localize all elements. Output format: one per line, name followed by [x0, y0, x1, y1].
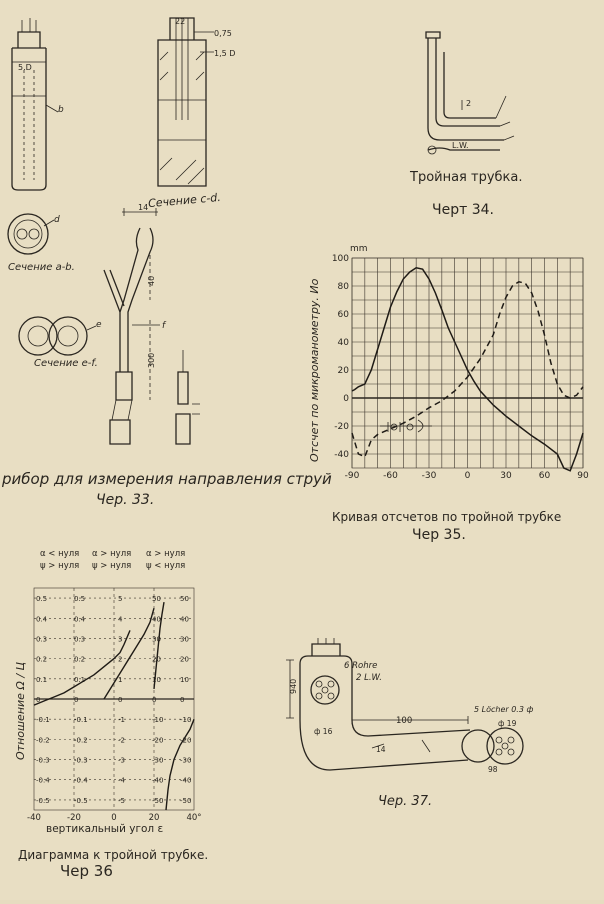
fig35-ticks — [332, 254, 589, 481]
fig36-number: Чер 36 — [60, 862, 113, 880]
fig33-section-ab-label: Сечение а-b. — [8, 262, 75, 273]
fig36-scale-label: 0 — [118, 696, 123, 704]
fig36-header-2-line2: ψ > нуля — [92, 561, 132, 571]
fig36-scale-label: -0.1 — [36, 716, 50, 725]
fig35-x-tick-label: -30 — [421, 471, 437, 481]
fig33-caption: рибор для измерения направления струй — [2, 470, 332, 488]
fig35-y-tick-label: 80 — [337, 282, 349, 292]
fig36-header-3-line1: α > нуля — [146, 549, 186, 559]
fig37-drawing — [286, 638, 533, 774]
fig35-x-tick-label: 90 — [577, 471, 589, 481]
fig36-x-tick-label: 40° — [186, 813, 202, 823]
fig36-scale-label: 40 — [152, 615, 161, 624]
fig36-scale-label: 0.2 — [74, 655, 86, 664]
fig33-dim-075: 0,75 — [214, 29, 232, 38]
fig37-dim-98: 98 — [488, 765, 498, 774]
fig33-dim-5d: 5.D — [18, 63, 32, 72]
fig36-scale-label: 20 — [180, 655, 189, 664]
fig36-header-1-line1: α < нуля — [40, 549, 80, 559]
fig36-scale-label: -5 — [118, 796, 125, 805]
fig36-scale-label: 10 — [180, 675, 189, 684]
fig33-section-ef-label: Сечение e-f. — [34, 358, 98, 369]
fig35-y-tick-label: 40 — [337, 338, 349, 348]
fig37-phi16: ф 16 — [314, 727, 333, 736]
fig33-dim-f: f — [162, 321, 166, 331]
fig36-scale-label: -0.4 — [36, 776, 50, 785]
fig36-x-tick-label: -40 — [27, 813, 41, 823]
fig36-headers — [40, 549, 185, 571]
fig36-scale-label: 3 — [118, 635, 123, 644]
fig35-y-tick-label: -20 — [334, 422, 349, 432]
fig36-scale-label: 1 — [118, 675, 123, 684]
fig36-scale-label: 0 — [36, 696, 41, 704]
fig36-scale-label: -0.5 — [74, 796, 88, 805]
fig37-phi19: ф 19 — [498, 719, 517, 728]
fig36-scale-label: -4 — [118, 776, 125, 785]
fig36-scale-label: 20 — [152, 655, 161, 664]
fig36-header-1-line2: ψ > нуля — [40, 561, 80, 571]
fig37-rohre: 6 Rohre — [344, 661, 378, 671]
fig37-dim-100: 100 — [396, 716, 413, 726]
fig36-scale-label: 0.5 — [36, 595, 48, 604]
fig36-ylabel: Отношение Ω / Ц — [14, 661, 27, 760]
fig34-dim-2: 2 — [466, 99, 472, 108]
fig36-scale-label: -0.3 — [74, 756, 88, 765]
fig36-scale-label: -0.3 — [36, 756, 50, 765]
fig36-scale-label: -10 — [152, 716, 164, 725]
fig34-caption: Тройная трубка. — [410, 170, 523, 185]
fig33-y-probe — [104, 203, 167, 444]
fig36-scale-label: -40 — [180, 776, 192, 785]
fig33-section-ef — [19, 317, 102, 355]
fig36-scale-label: 0 — [180, 696, 185, 704]
fig35-x-tick-label: 60 — [538, 471, 551, 481]
fig33-tube-elevation — [12, 18, 64, 190]
fig36-scale-label: 0.1 — [74, 675, 86, 684]
fig33-section-cd-label: Сечение с-d. — [147, 190, 222, 211]
fig33-dim-e: e — [96, 320, 102, 330]
fig33-dim-d: d — [54, 215, 60, 225]
fig36-scale-label: 40 — [180, 615, 189, 624]
fig36-scale-label: 0 — [152, 696, 157, 704]
fig35-y-tick-label: 0 — [343, 394, 349, 404]
fig36-scale-label: -0.5 — [36, 796, 50, 805]
fig36-scale-label: 5 — [118, 595, 123, 604]
fig36-scale-label: 0.3 — [74, 635, 86, 644]
fig36-scale-label: 4 — [118, 615, 123, 624]
fig35-y-tick-label: 60 — [337, 310, 349, 320]
fig36-series-line-2 — [104, 608, 154, 699]
fig35-number: Чер 35. — [412, 527, 466, 543]
fig33-number: Чер. 33. — [96, 492, 155, 508]
fig37-dim-940: 940 — [289, 678, 298, 694]
fig36-scale-label: 0.1 — [36, 675, 48, 684]
fig37-number: Чер. 37. — [378, 794, 433, 809]
fig36-scale-label: -0.1 — [74, 716, 88, 725]
fig33-dim-22: 22 — [175, 17, 186, 26]
fig36-scale-label: 50 — [152, 595, 161, 604]
fig36-caption: Диаграмма к тройной трубке. — [18, 848, 209, 862]
fig37-dim-14: 14 — [376, 745, 386, 754]
fig35-y-tick-label: -40 — [334, 450, 349, 460]
fig33-side-stem — [176, 350, 200, 444]
fig36-scale-label: -0.2 — [74, 736, 88, 745]
fig34-dim-lw: L.W. — [452, 141, 469, 150]
fig35-ylabel: Отсчет по микроманометру. Ио — [308, 278, 321, 462]
fig36-scale-label: -30 — [180, 756, 192, 765]
fig36-scale-label: 0.2 — [36, 655, 48, 664]
fig33-dim-300: 300 — [147, 352, 156, 368]
fig36-scale-label: 0 — [74, 696, 79, 704]
fig34-number: Черт 34. — [432, 202, 494, 218]
fig36-scale-label: -30 — [152, 756, 164, 765]
fig35-grid — [352, 258, 583, 468]
fig36-scale-label: -10 — [180, 716, 192, 725]
fig36-scale-label: -2 — [118, 736, 125, 745]
fig36-scale-label: 0.4 — [36, 615, 48, 624]
fig36-scale-label: 30 — [180, 635, 189, 644]
fig35-x-tick-label: 0 — [464, 471, 471, 481]
fig36-x-tick-label: 20 — [148, 813, 160, 823]
fig33-dim-15d: 1,5 D — [214, 49, 236, 58]
fig35-x-tick-label: -60 — [383, 471, 398, 481]
fig36-scale-label: 50 — [180, 595, 189, 604]
fig37-locher: 5 Löcher 0.3 ф — [474, 705, 534, 714]
fig33-dim-40: 40 — [147, 275, 156, 286]
fig33-drawing — [8, 17, 235, 444]
fig36-scale-label: 30 — [152, 635, 161, 644]
fig36-scale-label: 0.3 — [36, 635, 48, 644]
fig35-x-tick-label: 30 — [500, 471, 512, 481]
fig35-y-tick-label: 100 — [331, 254, 349, 264]
fig35-chart — [308, 244, 589, 481]
fig36-xlabel: вертикальный угол ε — [46, 823, 164, 835]
fig36-scale-label: -50 — [180, 796, 192, 805]
fig36-header-3-line2: ψ < нуля — [146, 561, 186, 571]
fig35-probe-sketch — [380, 420, 432, 432]
fig33-dim-14: 14 — [138, 203, 149, 212]
fig35-unit: mm — [350, 244, 368, 254]
fig36-x-tick-label: -20 — [67, 813, 81, 823]
fig36-header-2-line1: α > нуля — [92, 549, 132, 559]
fig36-scale-label: -20 — [152, 736, 164, 745]
fig36-scale-label: -0.2 — [36, 736, 50, 745]
fig33-section-ab — [8, 214, 60, 254]
fig36-x-tick-label: 0 — [111, 813, 117, 823]
fig36-scale-label: -20 — [180, 736, 192, 745]
fig35-caption: Кривая отсчетов по тройной трубке — [332, 510, 562, 524]
fig36-scale-label: 0.4 — [74, 615, 86, 624]
fig37-rohre-sub: 2 L.W. — [356, 673, 382, 683]
fig35-x-tick-label: -90 — [344, 471, 360, 481]
fig36-scale-label: 2 — [118, 655, 123, 664]
fig36-scale-label: 0.5 — [74, 595, 86, 604]
fig36-scale-label: -1 — [118, 716, 125, 725]
fig36-scale-label: -50 — [152, 796, 164, 805]
fig36-scale-label: -3 — [118, 756, 125, 765]
fig36-series — [34, 602, 194, 810]
fig34-drawing — [426, 32, 514, 154]
fig36-scale-label: 10 — [152, 675, 161, 684]
fig36-chart — [14, 549, 202, 835]
fig33-tip-detail — [158, 17, 235, 186]
fig33-dim-b: b — [58, 105, 64, 115]
fig36-scale-label: -0.4 — [74, 776, 88, 785]
fig36-scale-label: -40 — [152, 776, 164, 785]
fig35-y-tick-label: 20 — [337, 366, 349, 376]
